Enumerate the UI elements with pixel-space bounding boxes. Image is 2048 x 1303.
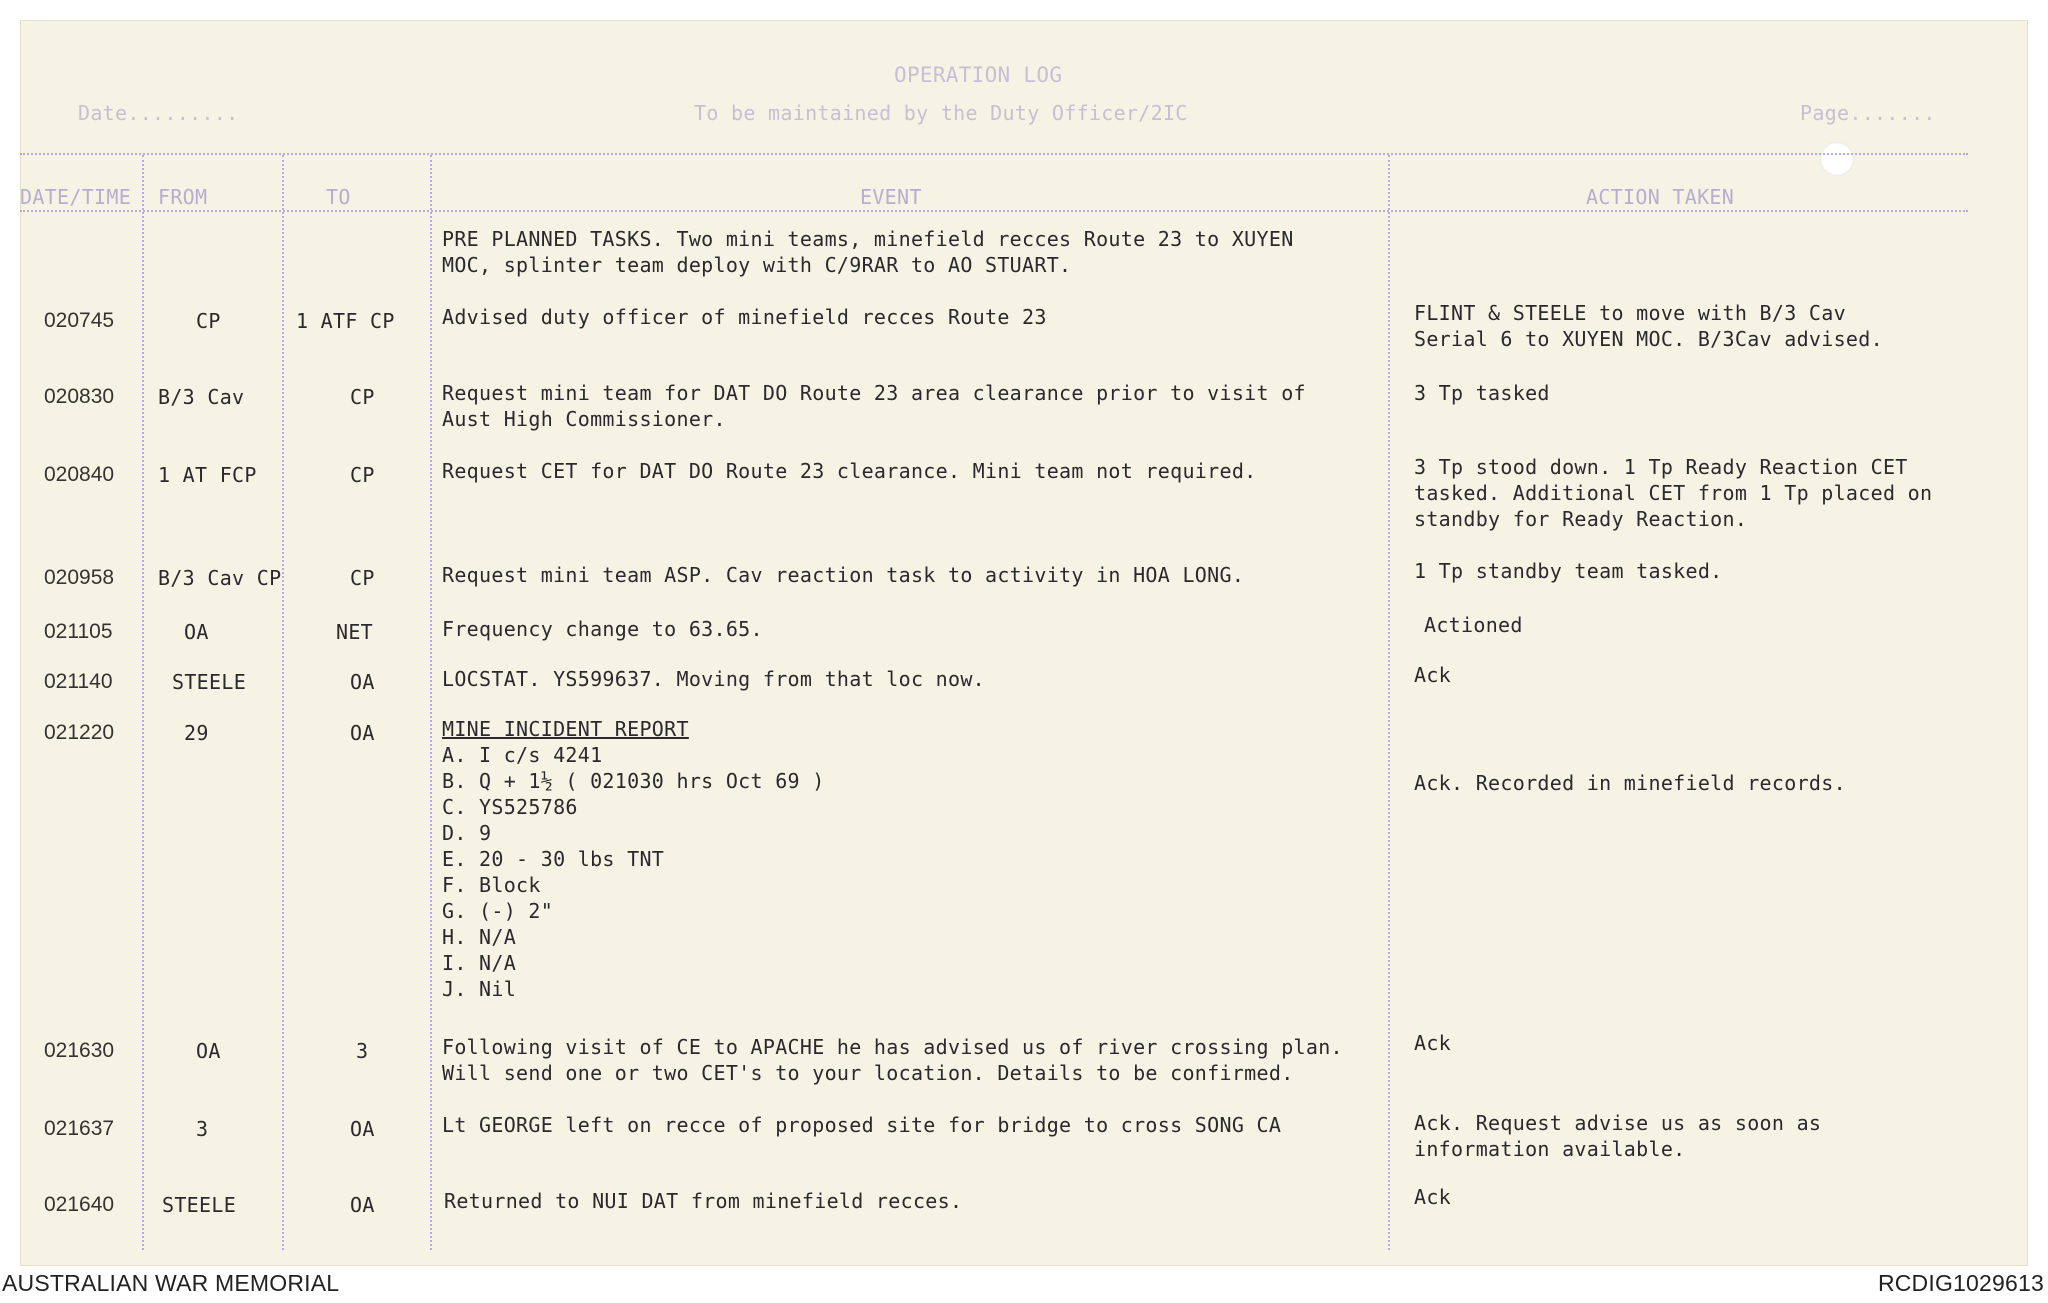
header-bottom-rule — [20, 210, 1968, 212]
log-row-event: PRE PLANNED TASKS. Two mini teams, minefield recces Route 23 to XUYEN MOC, splinter team deploy with C/9RAR to AO STUART. — [442, 227, 1294, 277]
log-row-event: Following visit of CE to APACHE he has advised us of river crossing plan. Will send one or two CET's to your location. Details to be confirmed. — [442, 1035, 1343, 1085]
column-header-to: TO — [326, 185, 351, 209]
log-row-from: OA — [196, 1039, 221, 1063]
log-row-datetime: 021220 — [44, 721, 115, 744]
log-row-action: Ack — [1414, 663, 1452, 687]
log-row-to: CP — [350, 385, 375, 409]
log-row-datetime: 020745 — [44, 309, 115, 332]
column-header-datetime: DATE/TIME — [20, 185, 132, 209]
column-divider-from — [282, 155, 284, 1250]
log-row-datetime: 020840 — [44, 463, 115, 486]
log-row-action: Ack. Request advise us as soon as information available. — [1414, 1111, 1822, 1161]
log-row-action: 3 Tp tasked — [1414, 381, 1550, 405]
log-row-from: OA — [184, 620, 209, 644]
log-row-from: CP — [196, 309, 221, 333]
log-row-event: MINE INCIDENT REPORT A. I c/s 4241 B. Q + 1½ ( 021030 hrs Oct 69 ) C. YS525786 D. 9 E. 20 - 30 lbs TNT F. Block G. (-) 2" H. N/A I. N/A J. Nil — [442, 717, 825, 1001]
mine-incident-report-title: MINE INCIDENT REPORT — [442, 717, 689, 741]
log-row-action: Ack. Recorded in minefield records. — [1414, 771, 1846, 795]
punch-hole — [1820, 142, 1854, 176]
log-row-to: 1 ATF CP — [296, 309, 395, 333]
log-row-from: B/3 Cav — [158, 385, 245, 409]
log-row-datetime: 020958 — [44, 566, 115, 589]
log-row-to: CP — [350, 463, 375, 487]
column-divider-datetime — [142, 155, 144, 1250]
log-row-action: Ack — [1414, 1031, 1452, 1055]
log-row-action: 1 Tp standby team tasked. — [1414, 559, 1723, 583]
column-divider-event — [1388, 155, 1390, 1250]
log-row-to: OA — [350, 721, 375, 745]
log-row-from: B/3 Cav CP — [158, 566, 282, 590]
log-row-from: STEELE — [162, 1193, 237, 1217]
log-row-to: 3 — [356, 1039, 369, 1063]
log-row-datetime: 021105 — [44, 620, 113, 643]
log-row-from: 1 AT FCP — [158, 463, 257, 487]
log-row-datetime: 020830 — [44, 385, 115, 408]
document-sheet — [20, 20, 2028, 1266]
log-row-to: OA — [350, 1193, 375, 1217]
log-row-event: Request CET for DAT DO Route 23 clearance. Mini team not required. — [442, 459, 1257, 483]
header-top-rule — [20, 153, 1968, 155]
log-row-event: Lt GEORGE left on recce of proposed site for bridge to cross SONG CA — [442, 1113, 1282, 1137]
log-row-event: Request mini team for DAT DO Route 23 area clearance prior to visit of Aust High Commissioner. — [442, 381, 1306, 431]
log-row-event: Returned to NUI DAT from minefield recces. — [444, 1189, 963, 1213]
log-row-action: FLINT & STEELE to move with B/3 Cav Serial 6 to XUYEN MOC. B/3Cav advised. — [1414, 301, 1883, 351]
log-row-event: Frequency change to 63.65. — [442, 617, 763, 641]
log-row-from: 29 — [184, 721, 209, 745]
log-row-event: Request mini team ASP. Cav reaction task to activity in HOA LONG. — [442, 563, 1245, 587]
form-title: OPERATION LOG — [894, 63, 1063, 87]
log-row-to: CP — [350, 566, 375, 590]
log-row-action: Actioned — [1424, 613, 1523, 637]
footer-archive-name: AUSTRALIAN WAR MEMORIAL — [2, 1270, 340, 1296]
form-subtitle: To be maintained by the Duty Officer/2IC — [694, 101, 1188, 125]
log-row-to: OA — [350, 1117, 375, 1141]
log-row-event: Advised duty officer of minefield recces Route 23 — [442, 305, 1047, 329]
log-row-datetime: 021640 — [44, 1193, 115, 1216]
log-row-datetime: 021630 — [44, 1039, 115, 1062]
log-row-action: 3 Tp stood down. 1 Tp Ready Reaction CET tasked. Additional CET from 1 Tp placed on standby for Ready Reaction. — [1414, 455, 1933, 531]
log-row-from: STEELE — [172, 670, 247, 694]
log-row-from: 3 — [196, 1117, 209, 1141]
page-label: Page....... — [1800, 101, 1936, 125]
log-row-to: OA — [350, 670, 375, 694]
log-row-event: LOCSTAT. YS599637. Moving from that loc now. — [442, 667, 986, 691]
column-divider-to — [430, 155, 432, 1250]
column-header-from: FROM — [158, 185, 208, 209]
log-row-datetime: 021637 — [44, 1117, 115, 1140]
log-row-action: Ack — [1414, 1185, 1452, 1209]
footer-document-id: RCDIG1029613 — [1877, 1270, 2044, 1296]
log-row-datetime: 021140 — [44, 670, 113, 693]
log-row-to: NET — [336, 620, 374, 644]
column-header-event: EVENT — [860, 185, 922, 209]
date-label: Date......... — [78, 101, 239, 125]
column-header-action: ACTION TAKEN — [1586, 185, 1735, 209]
